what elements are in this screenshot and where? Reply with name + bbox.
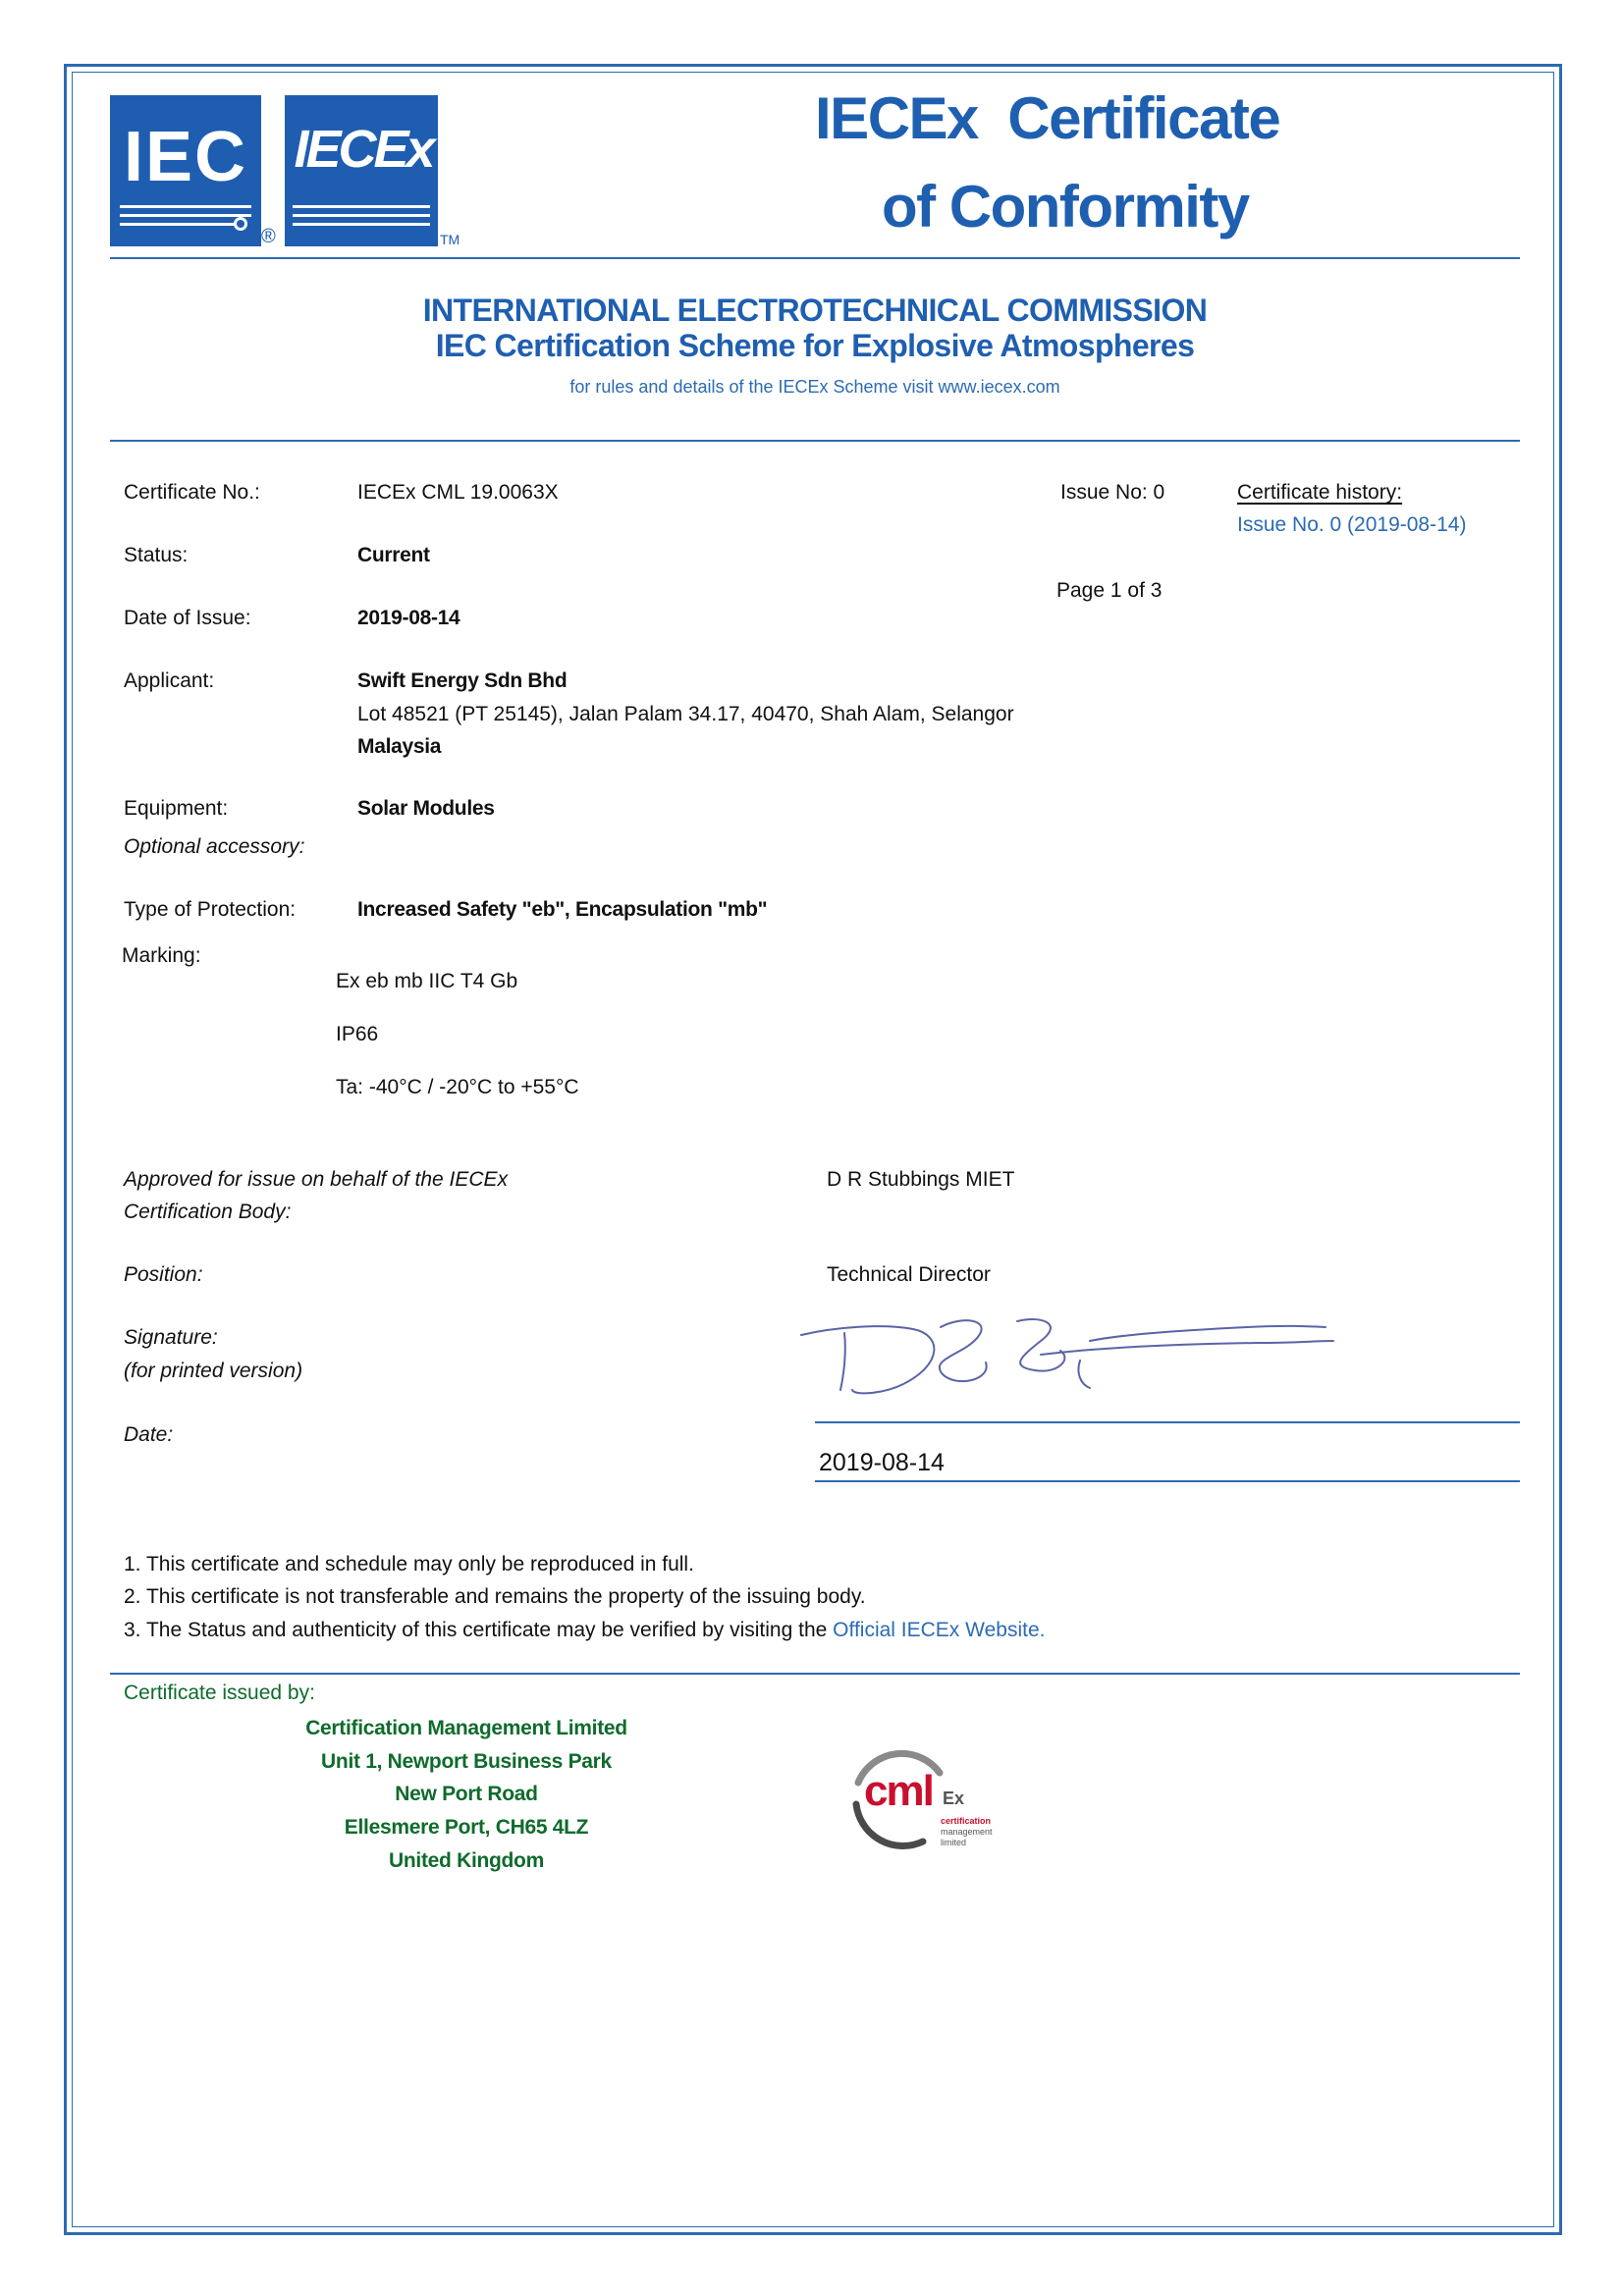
signature-divider [815, 1421, 1520, 1423]
approved-label: Approved for issue on behalf of the IECEx [124, 1168, 509, 1191]
cml-logo-text: cml [864, 1767, 933, 1815]
notes-divider [110, 1673, 1520, 1675]
applicant-country: Malaysia [357, 735, 442, 758]
approver-name: D R Stubbings MIET [827, 1168, 1015, 1191]
marking-label: Marking: [122, 944, 201, 967]
approved-label-continued: Certification Body: [124, 1201, 292, 1223]
cml-logo [846, 1743, 1013, 1861]
organisation-divider [110, 440, 1520, 442]
organisation-name: INTERNATIONAL ELECTROTECHNICAL COMMISSION [422, 293, 1208, 328]
iec-logo-text: IEC [123, 118, 248, 196]
header-divider [110, 257, 1520, 259]
certificate-number-label: Certificate No.: [124, 481, 260, 504]
position-label: Position: [124, 1263, 203, 1286]
cml-logo-subtext: certification [941, 1816, 992, 1826]
scheme-name: IEC Certification Scheme for Explosive Atmospheres [435, 328, 1195, 363]
official-iecex-website-link[interactable]: Official IECEx Website. [833, 1619, 1046, 1641]
certificate-history-link[interactable]: Issue No. 0 (2019-08-14) [1237, 513, 1467, 536]
marking-line: IP66 [336, 1023, 379, 1045]
type-of-protection-value: Increased Safety "eb", Encapsulation "mb" [357, 898, 768, 921]
status-value: Current [357, 544, 430, 566]
cml-logo-subtext: management [941, 1827, 993, 1837]
rules-note: for rules and details of the IECEx Scheme visit www.iecex.com [569, 377, 1060, 397]
issuer-line: Unit 1, Newport Business Park [321, 1750, 612, 1773]
approval-date-value: 2019-08-14 [819, 1449, 945, 1476]
iecex-logo [285, 95, 438, 246]
optional-accessory-label: Optional accessory: [124, 835, 305, 858]
registered-mark: ® [261, 226, 276, 247]
cml-logo-ex: Ex [943, 1789, 965, 1808]
iec-logo [110, 95, 261, 246]
iecex-logo-text: IECEx [294, 120, 433, 179]
note-verification-text: 3. The Status and authenticity of this certificate may be verified by visiting the [124, 1619, 834, 1641]
issued-by-label: Certificate issued by: [124, 1682, 315, 1704]
certificate-title-line1: IECEx Certificate [815, 85, 1280, 151]
issue-number: Issue No: 0 [1060, 481, 1165, 504]
marking-line: Ex eb mb IIC T4 Gb [336, 970, 518, 992]
note-verification [124, 1619, 1045, 1642]
signature-sublabel: (for printed version) [124, 1360, 303, 1382]
trademark-mark: TM [440, 232, 460, 247]
signature-label: Signature: [124, 1326, 218, 1349]
cml-logo-subtext: limited [941, 1838, 967, 1847]
issuer-line: Ellesmere Port, CH65 4LZ [344, 1816, 589, 1839]
note-reproduction: 1. This certificate and schedule may only be reproduced in full. [124, 1553, 694, 1575]
certificate-number-value: IECEx CML 19.0063X [357, 481, 559, 504]
date-of-issue-value: 2019-08-14 [357, 607, 460, 629]
type-of-protection-label: Type of Protection: [124, 898, 297, 921]
equipment-value: Solar Modules [357, 797, 495, 820]
applicant-name: Swift Energy Sdn Bhd [357, 669, 568, 692]
applicant-label: Applicant: [124, 669, 215, 692]
issuer-line: United Kingdom [389, 1849, 544, 1872]
date-of-issue-label: Date of Issue: [124, 607, 251, 629]
equipment-label: Equipment: [124, 797, 229, 820]
status-label: Status: [124, 544, 189, 566]
date-divider [815, 1480, 1520, 1482]
approval-date-label: Date: [124, 1423, 174, 1446]
applicant-address: Lot 48521 (PT 25145), Jalan Palam 34.17, 40470, Shah Alam, Selangor [357, 703, 1014, 725]
position-value: Technical Director [827, 1263, 991, 1286]
certificate-history-label: Certificate history: [1237, 481, 1403, 504]
certificate-title-line2: of Conformity [882, 174, 1249, 240]
issuer-line: New Port Road [395, 1783, 538, 1805]
issuer-line: Certification Management Limited [305, 1717, 627, 1739]
note-transferability: 2. This certificate is not transferable and remains the property of the issuing body. [124, 1585, 866, 1608]
marking-line: Ta: -40°C / -20°C to +55°C [336, 1076, 579, 1098]
signature-image [795, 1306, 1345, 1404]
page-indicator: Page 1 of 3 [1056, 579, 1163, 602]
